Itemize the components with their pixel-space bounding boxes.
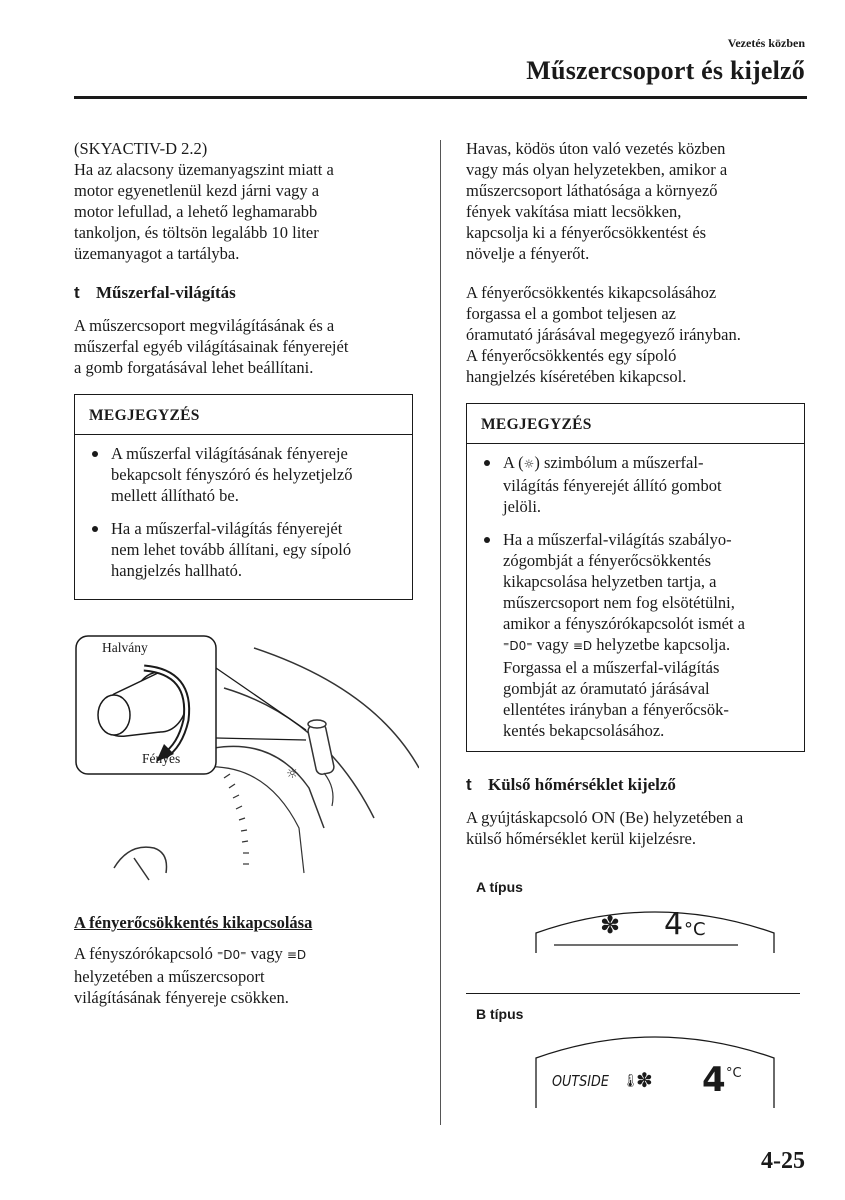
display-b-frame <box>530 1028 780 1110</box>
note-box-2 <box>466 403 805 752</box>
subheading-dimmer-cancel: A fényerőcsökkentés kikapcsolása <box>74 913 313 932</box>
display-a <box>530 905 780 955</box>
note-item: Ha a műszerfal-világítás fényerejét nem lehet tovább állítani, egy sípoló hangjelzés hallható. <box>89 518 400 581</box>
note-item: A (☼) szimbólum a műszerfal- világítás fényerejét állító gombot jelöli. <box>481 452 792 517</box>
note-item: A műszerfal világításának fényereje bekapcsolt fényszóró és helyzetjelző mellett állítható be. <box>89 443 400 506</box>
left-column-lower <box>74 912 419 1022</box>
note-box-1 <box>74 394 413 600</box>
dimmer-paragraph: A fényszórókapcsoló ⁼D0⁼ vagy ≡D helyzetében a műszercsoport világításának fényereje csökken. <box>74 944 307 1007</box>
display-b-unit: °C <box>726 1066 742 1081</box>
label-bright: Fényes <box>142 751 181 766</box>
heading-outside-temp: t Külső hőmérséklet kijelző <box>466 775 676 794</box>
display-a-unit: °C <box>684 919 706 940</box>
display-a-frame <box>530 905 780 955</box>
note-title: MEGJEGYZÉS <box>75 395 412 435</box>
label-dim: Halvány <box>102 640 148 655</box>
column-divider <box>440 140 441 1125</box>
heading-bullet: t <box>466 775 472 794</box>
right-paragraph-2: A fényerőcsökkentés kikapcsolásához forgassa el a gombot teljesen az óramutató járásával megegyező irányban. A fényerőcsökkentés egy sípoló hangjelzés kíséretében kikapcsol. <box>466 283 741 386</box>
low-beam-symbol-icon: ≡D <box>286 948 307 962</box>
headlight-symbol-icon: ⁼D0⁼ <box>503 639 533 653</box>
display-a-label: A típus <box>476 879 523 895</box>
dimmer-knob-drawing <box>74 628 419 888</box>
left-column <box>74 138 419 600</box>
page-number: 4-25 <box>761 1148 805 1174</box>
heading-dashboard-lighting: t Műszerfal-világítás <box>74 283 236 302</box>
display-b-value: 4 <box>702 1060 726 1100</box>
section-label: Vezetés közben <box>727 36 805 50</box>
heading-bullet: t <box>74 283 80 302</box>
display-separator <box>466 993 800 994</box>
thermometer-icon: 🌡 <box>622 1074 639 1089</box>
display-b <box>530 1028 780 1110</box>
display-b-outside-label: OUTSIDE <box>552 1072 609 1090</box>
title-rule <box>74 96 807 99</box>
note-title: MEGJEGYZÉS <box>467 404 804 444</box>
svg-text:☼: ☼ <box>286 766 299 782</box>
intro-paragraph: (SKYACTIV-D 2.2) Ha az alacsony üzemanyagszint miatt a motor egyenetlenül kezd járni vagy a motor lefullad, a lehető leghamarabb tankoljon, és töltsön legalább 10 liter üzemanyagot a tartályba. <box>74 139 334 263</box>
lighting-paragraph: A műszercsoport megvilágításának és a műszerfal egyéb világításainak fényerejét a gomb forgatásával lehet beállítani. <box>74 316 349 377</box>
headlight-symbol-icon: ⁼D0⁼ <box>216 948 247 962</box>
display-b-label: B típus <box>476 1006 524 1022</box>
low-beam-symbol-icon: ≡D <box>572 639 593 653</box>
outside-temp-paragraph: A gyújtáskapcsoló ON (Be) helyzetében a külső hőmérséklet kerül kijelzésre. <box>466 808 744 848</box>
snowflake-icon: ✽ <box>636 1068 653 1092</box>
display-a-value: 4 <box>664 907 684 942</box>
snowflake-icon: ✽ <box>600 911 621 939</box>
dimmer-knob-illustration <box>74 628 419 888</box>
note-item: Ha a műszerfal-világítás szabályo- zógombját a fényerőcsökkentés kikapcsolása helyzetben tartja, a műszercsoport nem fog elsötétülni, amikor a fényszórókapcsolót ismét a ⁼D0⁼ vagy ≡D helyzetbe kapcsolja. Forgassa el a műszerfal-világítás gombját az óramutató járásával ellentétes irányban a fényerőcsök- kentés bekapcsolásához. <box>481 529 792 741</box>
brightness-symbol-icon: ☼ <box>523 457 535 471</box>
right-column <box>466 138 806 863</box>
page-title: Műszercsoport és kijelző <box>526 56 805 85</box>
right-paragraph-1: Havas, ködös úton való vezetés közben vagy más olyan helyzetekben, amikor a műszercsoport láthatósága a környező fények vakítása miatt lecsökken, kapcsolja ki a fényerőcsökkentést és növelje a fényerőt. <box>466 139 728 263</box>
